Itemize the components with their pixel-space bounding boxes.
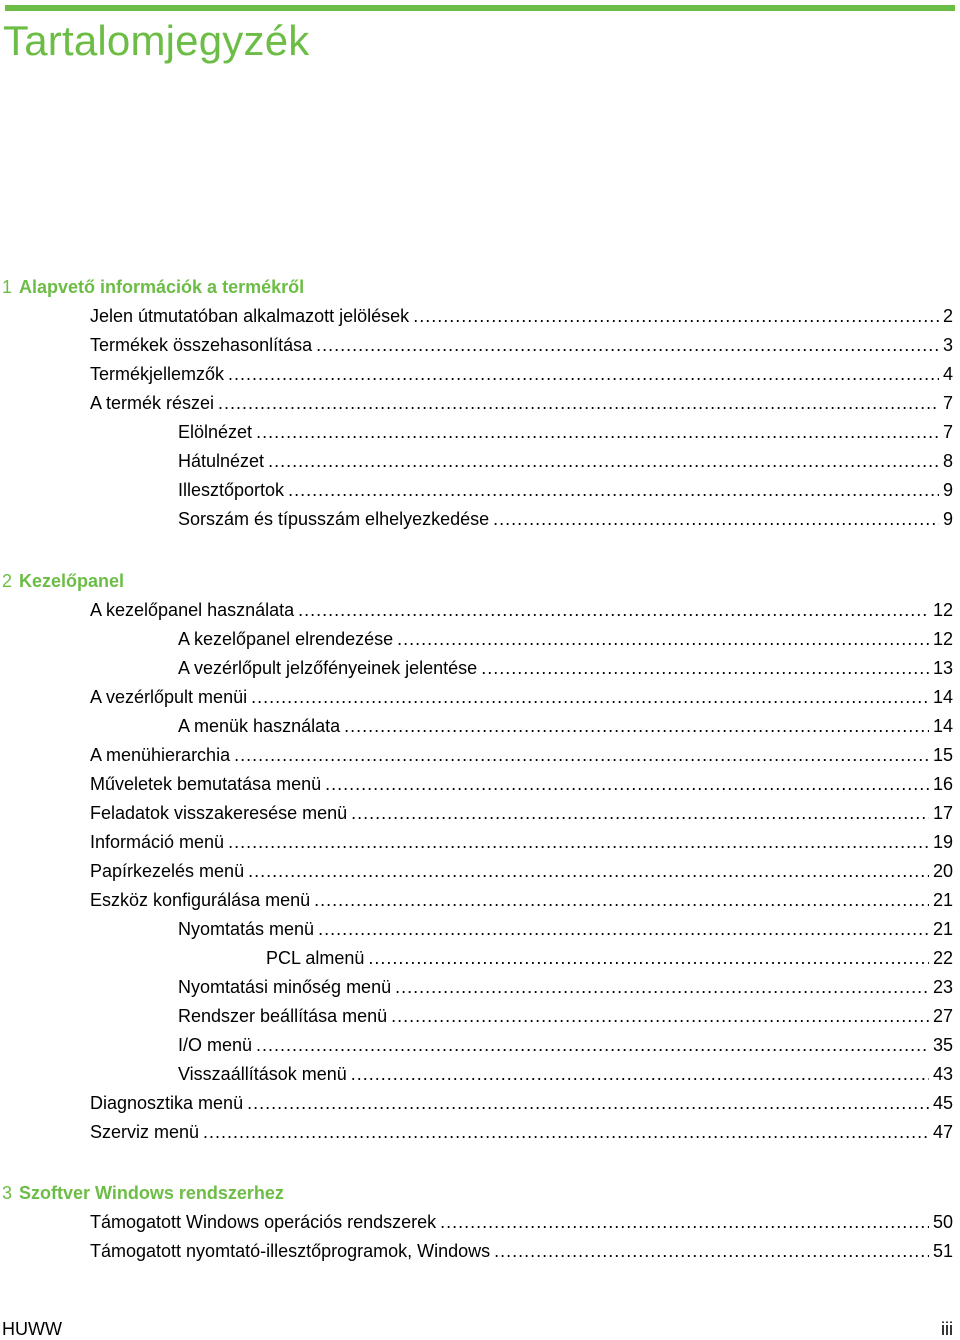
toc-entry-text: Illesztőportok [178, 480, 285, 500]
toc-page-number: 22 [932, 948, 953, 968]
toc-page-number: 12 [932, 600, 953, 620]
toc-entry-jelzofenyek[interactable] [178, 654, 953, 683]
toc-entry-illesztoportok[interactable] [178, 476, 953, 505]
footer-doc-code: HUWW [2, 1319, 62, 1339]
dot-leader [395, 973, 929, 1002]
dot-leader [397, 625, 929, 654]
toc-page-number: 27 [932, 1006, 953, 1026]
toc-entry-text: A menühierarchia [90, 745, 231, 765]
toc-page-number: 12 [932, 629, 953, 649]
toc-page-number: 15 [932, 745, 953, 765]
toc-page-number: 7 [942, 393, 953, 413]
toc-entry-termek-reszei[interactable] [90, 389, 953, 418]
dot-leader [368, 944, 929, 973]
dot-leader [288, 476, 939, 505]
toc-page-number: 21 [932, 919, 953, 939]
toc-page-number: 51 [932, 1241, 953, 1261]
toc-entry-io-menu[interactable] [178, 1031, 953, 1060]
toc-page-number: 7 [942, 422, 953, 442]
toc-entry-osszehasonlitas[interactable] [90, 331, 953, 360]
dot-leader [440, 1208, 929, 1237]
dot-leader [314, 886, 929, 915]
toc-page-number: 43 [932, 1064, 953, 1084]
toc-entry-text: Szerviz menü [90, 1122, 200, 1142]
toc-page-number: 45 [932, 1093, 953, 1113]
toc-page-number: 9 [942, 509, 953, 529]
toc-entry-text: Sorszám és típusszám elhelyezkedése [178, 509, 490, 529]
dot-leader [251, 683, 929, 712]
toc-entry-text: Termékjellemzők [90, 364, 225, 384]
chapter-number: 1 [2, 277, 13, 297]
toc-entry-text: Információ menü [90, 832, 225, 852]
toc-page-number: 4 [942, 364, 953, 384]
toc-page-number: 3 [942, 335, 953, 355]
dot-leader [344, 712, 929, 741]
toc-entry-eszkoz-konfiguralasa[interactable] [90, 886, 953, 915]
toc-entry-termekjellemzok[interactable] [90, 360, 953, 389]
chapter-heading-1[interactable] [2, 273, 304, 302]
toc-entry-informacio-menu[interactable] [90, 828, 953, 857]
toc-entry-text: Termékek összehasonlítása [90, 335, 313, 355]
chapter-number: 3 [2, 1183, 13, 1203]
toc-page-number: 19 [932, 832, 953, 852]
toc-entry-menuk-hasznalata[interactable] [178, 712, 953, 741]
toc-entry-text: Papírkezelés menü [90, 861, 245, 881]
dot-leader [391, 1002, 929, 1031]
toc-entry-vezerlopult-menui[interactable] [90, 683, 953, 712]
toc-page-number: 47 [932, 1122, 953, 1142]
chapter-heading-2[interactable] [2, 567, 124, 596]
dot-leader [351, 1060, 929, 1089]
chapter-number: 2 [2, 571, 13, 591]
toc-entry-text: Támogatott Windows operációs rendszerek [90, 1212, 437, 1232]
toc-entry-nyomtatas-menu[interactable] [178, 915, 953, 944]
toc-page-number: 17 [932, 803, 953, 823]
toc-page-number: 2 [942, 306, 953, 326]
chapter-title: Kezelőpanel [19, 571, 125, 591]
toc-entry-muveletek-menu[interactable] [90, 770, 953, 799]
toc-entry-text: A vezérlőpult jelzőfényeinek jelentése [178, 658, 478, 678]
toc-entry-visszaallitasok[interactable] [178, 1060, 953, 1089]
toc-entry-text: A termék részei [90, 393, 215, 413]
toc-entry-diagnosztika[interactable] [90, 1089, 953, 1118]
dot-leader [218, 389, 939, 418]
dot-leader [493, 505, 939, 534]
toc-entry-text: Rendszer beállítása menü [178, 1006, 388, 1026]
toc-page-number: 14 [932, 716, 953, 736]
toc-entry-nyomtatasi-minoseg[interactable] [178, 973, 953, 1002]
dot-leader [494, 1237, 929, 1266]
header-rule [5, 5, 955, 11]
toc-entry-menuhierarchia[interactable] [90, 741, 953, 770]
toc-page-number: 21 [932, 890, 953, 910]
dot-leader [298, 596, 929, 625]
toc-entry-text: Feladatok visszakeresése menü [90, 803, 348, 823]
toc-entry-text: Elölnézet [178, 422, 253, 442]
dot-leader [325, 770, 929, 799]
toc-entry-windows-rendszerek[interactable] [90, 1208, 953, 1237]
toc-entry-text: Visszaállítások menü [178, 1064, 347, 1084]
toc-entry-kezelopanel-elrendezese[interactable] [178, 625, 953, 654]
toc-page-number: 13 [932, 658, 953, 678]
dot-leader [256, 418, 939, 447]
toc-entry-text: Diagnosztika menü [90, 1093, 244, 1113]
toc-entry-text: Hátulnézet [178, 451, 265, 471]
toc-entry-text: Nyomtatási minőség menü [178, 977, 392, 997]
dot-leader [413, 302, 939, 331]
toc-page-number: 20 [932, 861, 953, 881]
toc-entry-illesztoprogramok[interactable] [90, 1237, 953, 1266]
toc-entry-text: A vezérlőpult menüi [90, 687, 248, 707]
dot-leader [316, 331, 939, 360]
chapter-title: Alapvető információk a termékről [19, 277, 305, 297]
toc-entry-papirkezeles-menu[interactable] [90, 857, 953, 886]
dot-leader [256, 1031, 929, 1060]
toc-entry-text: A menük használata [178, 716, 341, 736]
toc-entry-text: Támogatott nyomtató-illesztőprogramok, Windows [90, 1241, 491, 1261]
dot-leader [228, 828, 929, 857]
toc-entry-text: A kezelőpanel elrendezése [178, 629, 394, 649]
dot-leader [268, 447, 939, 476]
toc-entry-szerviz-menu[interactable] [90, 1118, 953, 1147]
footer-page-number: iii [941, 1319, 953, 1339]
page-title: Tartalomjegyzék [3, 17, 310, 64]
toc-entry-pcl-almenu[interactable] [266, 944, 953, 973]
dot-leader [351, 799, 929, 828]
toc-page-number: 8 [942, 451, 953, 471]
toc-entry-text: PCL almenü [266, 948, 365, 968]
toc-entry-text: Nyomtatás menü [178, 919, 315, 939]
dot-leader [247, 1089, 929, 1118]
toc-entry-text: I/O menü [178, 1035, 253, 1055]
dot-leader [228, 360, 939, 389]
toc-entry-rendszer-beallitasa[interactable] [178, 1002, 953, 1031]
dot-leader [318, 915, 929, 944]
toc-page-number: 50 [932, 1212, 953, 1232]
dot-leader [248, 857, 929, 886]
toc-entry-text: Műveletek bemutatása menü [90, 774, 322, 794]
toc-entry-kezelopanel-hasznalata[interactable] [90, 596, 953, 625]
dot-leader [234, 741, 929, 770]
dot-leader [203, 1118, 929, 1147]
toc-page-number: 16 [932, 774, 953, 794]
chapter-heading-3[interactable] [2, 1179, 284, 1208]
dot-leader [481, 654, 929, 683]
toc-entry-text: Jelen útmutatóban alkalmazott jelölések [90, 306, 410, 326]
toc-entry-feladatok-menu[interactable] [90, 799, 953, 828]
toc-entry-text: Eszköz konfigurálása menü [90, 890, 311, 910]
toc-entry-text: A kezelőpanel használata [90, 600, 295, 620]
toc-page-number: 23 [932, 977, 953, 997]
toc-entry-elolnezet[interactable] [178, 418, 953, 447]
toc-entry-sorszam[interactable] [178, 505, 953, 534]
toc-page-number: 35 [932, 1035, 953, 1055]
chapter-title: Szoftver Windows rendszerhez [19, 1183, 284, 1203]
toc-entry-hatulnezet[interactable] [178, 447, 953, 476]
toc-page-number: 14 [932, 687, 953, 707]
toc-page-number: 9 [942, 480, 953, 500]
toc-entry-jelolesek[interactable] [90, 302, 953, 331]
